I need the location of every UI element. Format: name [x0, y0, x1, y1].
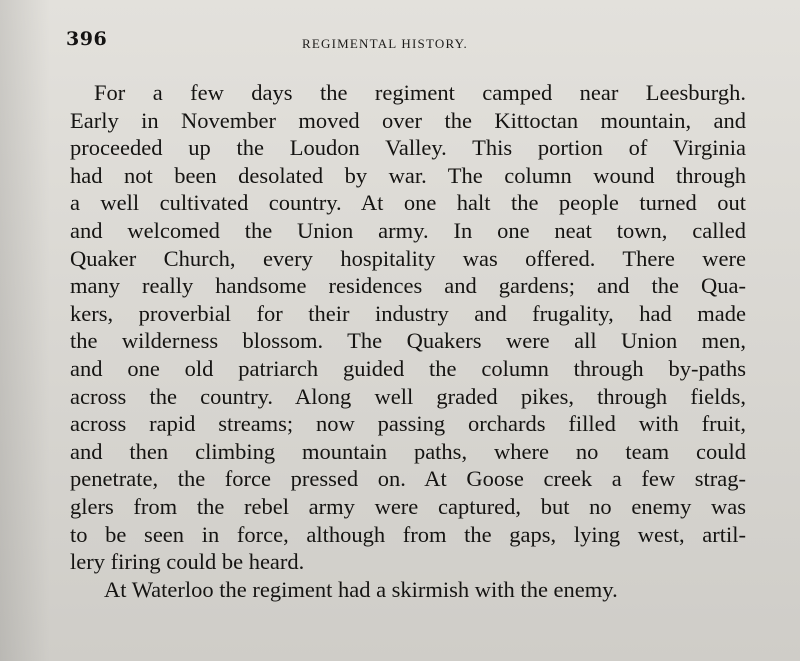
text-line: and then climbing mountain paths, where no team could — [70, 438, 746, 464]
text-line: many really handsome residences and gardens; and the Qua- — [70, 273, 746, 299]
page-header — [0, 28, 800, 58]
page-gutter-shadow — [0, 0, 50, 661]
text-line: a well cultivated country. At one halt the people turned out — [70, 190, 746, 216]
text-line: lery firing could be heard. — [70, 549, 305, 575]
text-line: and one old patriarch guided the column through by-paths — [70, 355, 746, 381]
text-line: penetrate, the force pressed on. At Goose creek a few strag- — [70, 466, 746, 492]
text-line: across the country. Along well graded pikes, through fields, — [70, 383, 746, 409]
text-line: For a few days the regiment camped near Leesburgh. — [94, 80, 746, 105]
text-line: At Waterloo the regiment had a skirmish with the enemy. — [104, 576, 618, 602]
text-line: glers from the rebel army were captured, but no enemy was — [70, 493, 746, 519]
text-line: across rapid streams; now passing orchards filled with fruit, — [70, 411, 746, 437]
text-line: and welcomed the Union army. In one neat town, called — [70, 217, 746, 243]
text-line: to be seen in force, although from the gaps, lying west, artil- — [70, 521, 746, 547]
text-line: proceeded up the Loudon Valley. This portion of Virginia — [70, 135, 746, 161]
page-number: 396 — [66, 28, 108, 50]
text-line: Quaker Church, every hospitality was offered. There were — [70, 245, 746, 271]
text-line: had not been desolated by war. The column wound through — [70, 162, 746, 188]
text-line: the wilderness blossom. The Quakers were all Union men, — [70, 328, 746, 354]
body-text — [70, 79, 746, 603]
text-line: Early in November moved over the Kittoctan mountain, and — [70, 107, 746, 133]
text-line: kers, proverbial for their industry and frugality, had made — [70, 300, 746, 326]
running-title: REGIMENTAL HISTORY. — [302, 36, 468, 51]
